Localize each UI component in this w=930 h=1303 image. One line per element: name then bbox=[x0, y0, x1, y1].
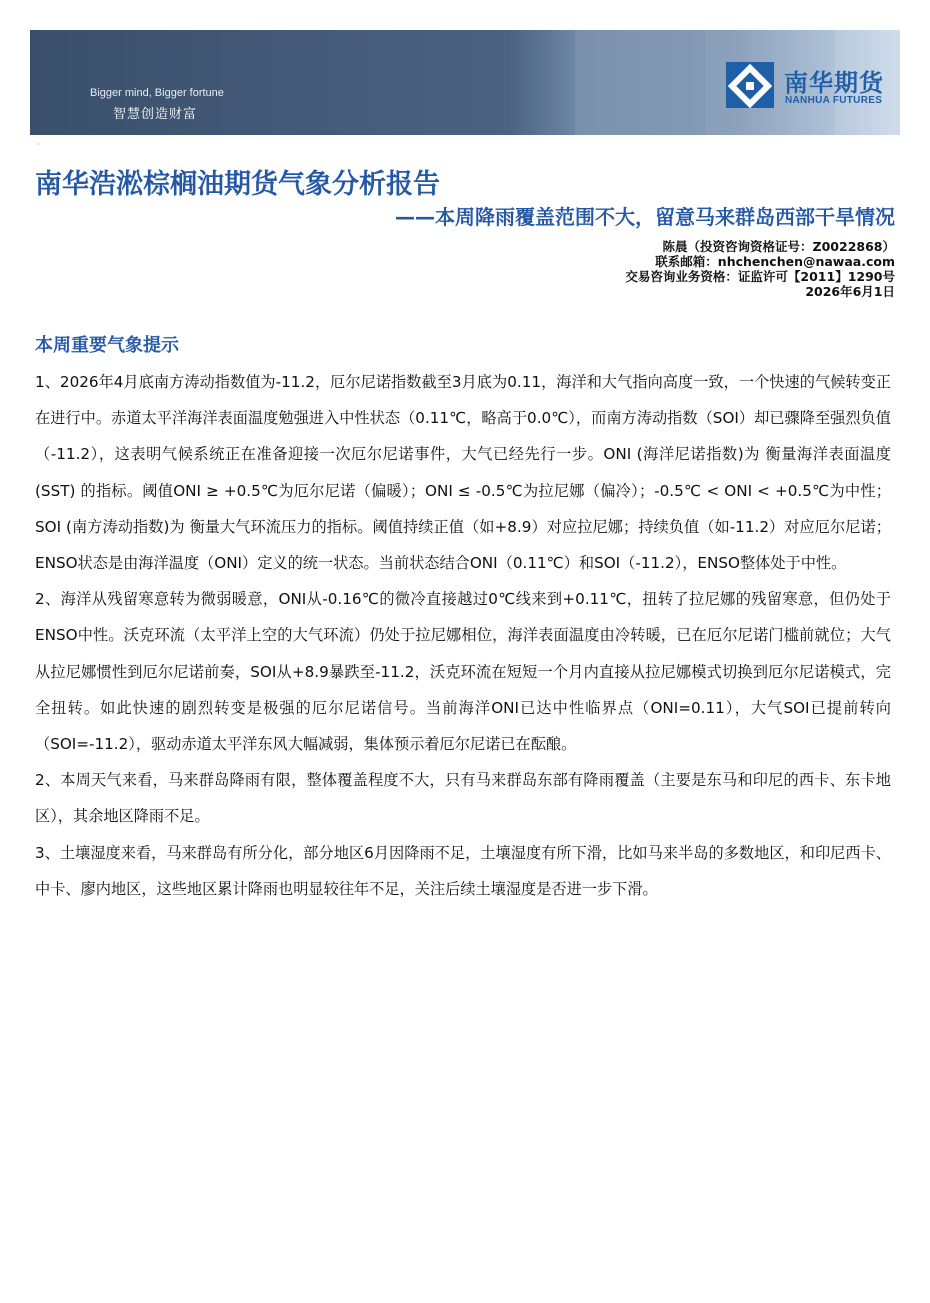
author-email: 联系邮箱：nhchenchen@nawaa.com bbox=[655, 254, 895, 269]
report-date: 2026年6月1日 bbox=[805, 284, 895, 299]
paragraph: 2、海洋从残留寒意转为微弱暖意，ONI从-0.16℃的微冷直接越过0℃线来到+0.11℃，扭转了拉尼娜的残留寒意，但仍处于ENSO中性。沃克环流（太平洋上空的大气环流）仍处于拉尼娜相位，海洋表面温度由冷转暖，已在厄尔尼诺门槛前就位；大气从拉尼娜惯性到厄尔尼诺前奏，SOI从+8.9暴跌至-11.2，沃克环流在短短一个月内直接从拉尼娜模式切换到厄尔尼诺模式，完全扭转。如此快速的剧烈转变是极强的厄尔尼诺信号。当前海洋ONI已达中性临界点（ONI=0.11），大气SOI已提前转向（SOI=-11.2），驱动赤道太平洋东风大幅减弱，集体预示着厄尔尼诺已在酝酿。 bbox=[35, 590, 891, 754]
report-title: 南华浩淞棕榈油期货气象分析报告 bbox=[35, 169, 440, 200]
report-subtitle: ——本周降雨覆盖范围不大，留意马来群岛西部干旱情况 bbox=[395, 205, 895, 229]
stray-dot: · bbox=[37, 140, 40, 149]
tagline-chinese: 智慧创造财富 bbox=[113, 107, 198, 122]
report-body bbox=[35, 364, 891, 907]
paragraph: 3、土壤湿度来看，马来群岛有所分化，部分地区6月因降雨不足，土壤湿度有所下滑，比如马来半岛的多数地区，和印尼西卡、中卡、廖内地区，这些地区累计降雨也明显较往年不足，关注后续土壤湿度是否进一步下滑。 bbox=[35, 843, 891, 898]
logo-text-english: NANHUA FUTURES bbox=[785, 95, 883, 106]
banner-band bbox=[575, 30, 705, 135]
author-name: 陈晨（投资咨询资格证号：Z0022868） bbox=[662, 239, 895, 254]
logo-text-chinese: 南华期货 bbox=[784, 69, 884, 97]
author-info bbox=[625, 239, 895, 299]
tagline-english: Bigger mind, Bigger fortune bbox=[90, 87, 224, 99]
paragraph: 2、本周天气来看，马来群岛降雨有限，整体覆盖程度不大，只有马来群岛东部有降雨覆盖（主要是东马和印尼的西卡、东卡地区），其余地区降雨不足。 bbox=[35, 771, 891, 826]
header-banner bbox=[30, 30, 900, 135]
nanhua-logo-icon bbox=[726, 62, 774, 108]
paragraph: 1、2026年4月底南方涛动指数值为-11.2，厄尔尼诺指数截至3月底为0.11，海洋和大气指向高度一致，一个快速的气候转变正在进行中。赤道太平洋海洋表面温度勉强进入中性状态（0.11℃，略高于0.0℃），而南方涛动指数（SOI）却已骤降至强烈负值（-11.2），这表明气候系统正在准备迎接一次厄尔尼诺事件，大气已经先行一步。ONI (海洋尼诺指数)为 衡量海洋表面温度 (SST) 的指标。阈值ONI ≥ +0.5℃为厄尔尼诺（偏暖）；ONI ≤ -0.5℃为拉尼娜（偏冷）；-0.5℃ < ONI < +0.5℃为中性；SOI (南方涛动指数)为 衡量大气环流压力的指标。阈值持续正值（如+8.9）对应拉尼娜；持续负值（如-11.2）对应厄尔尼诺；ENSO状态是由海洋温度（ONI）定义的统一状态。当前状态结合ONI（0.11℃）和SOI（-11.2），ENSO整体处于中性。 bbox=[35, 373, 891, 573]
section-heading: 本周重要气象提示 bbox=[35, 335, 179, 356]
license-info: 交易咨询业务资格：证监许可【2011】1290号 bbox=[625, 269, 895, 284]
